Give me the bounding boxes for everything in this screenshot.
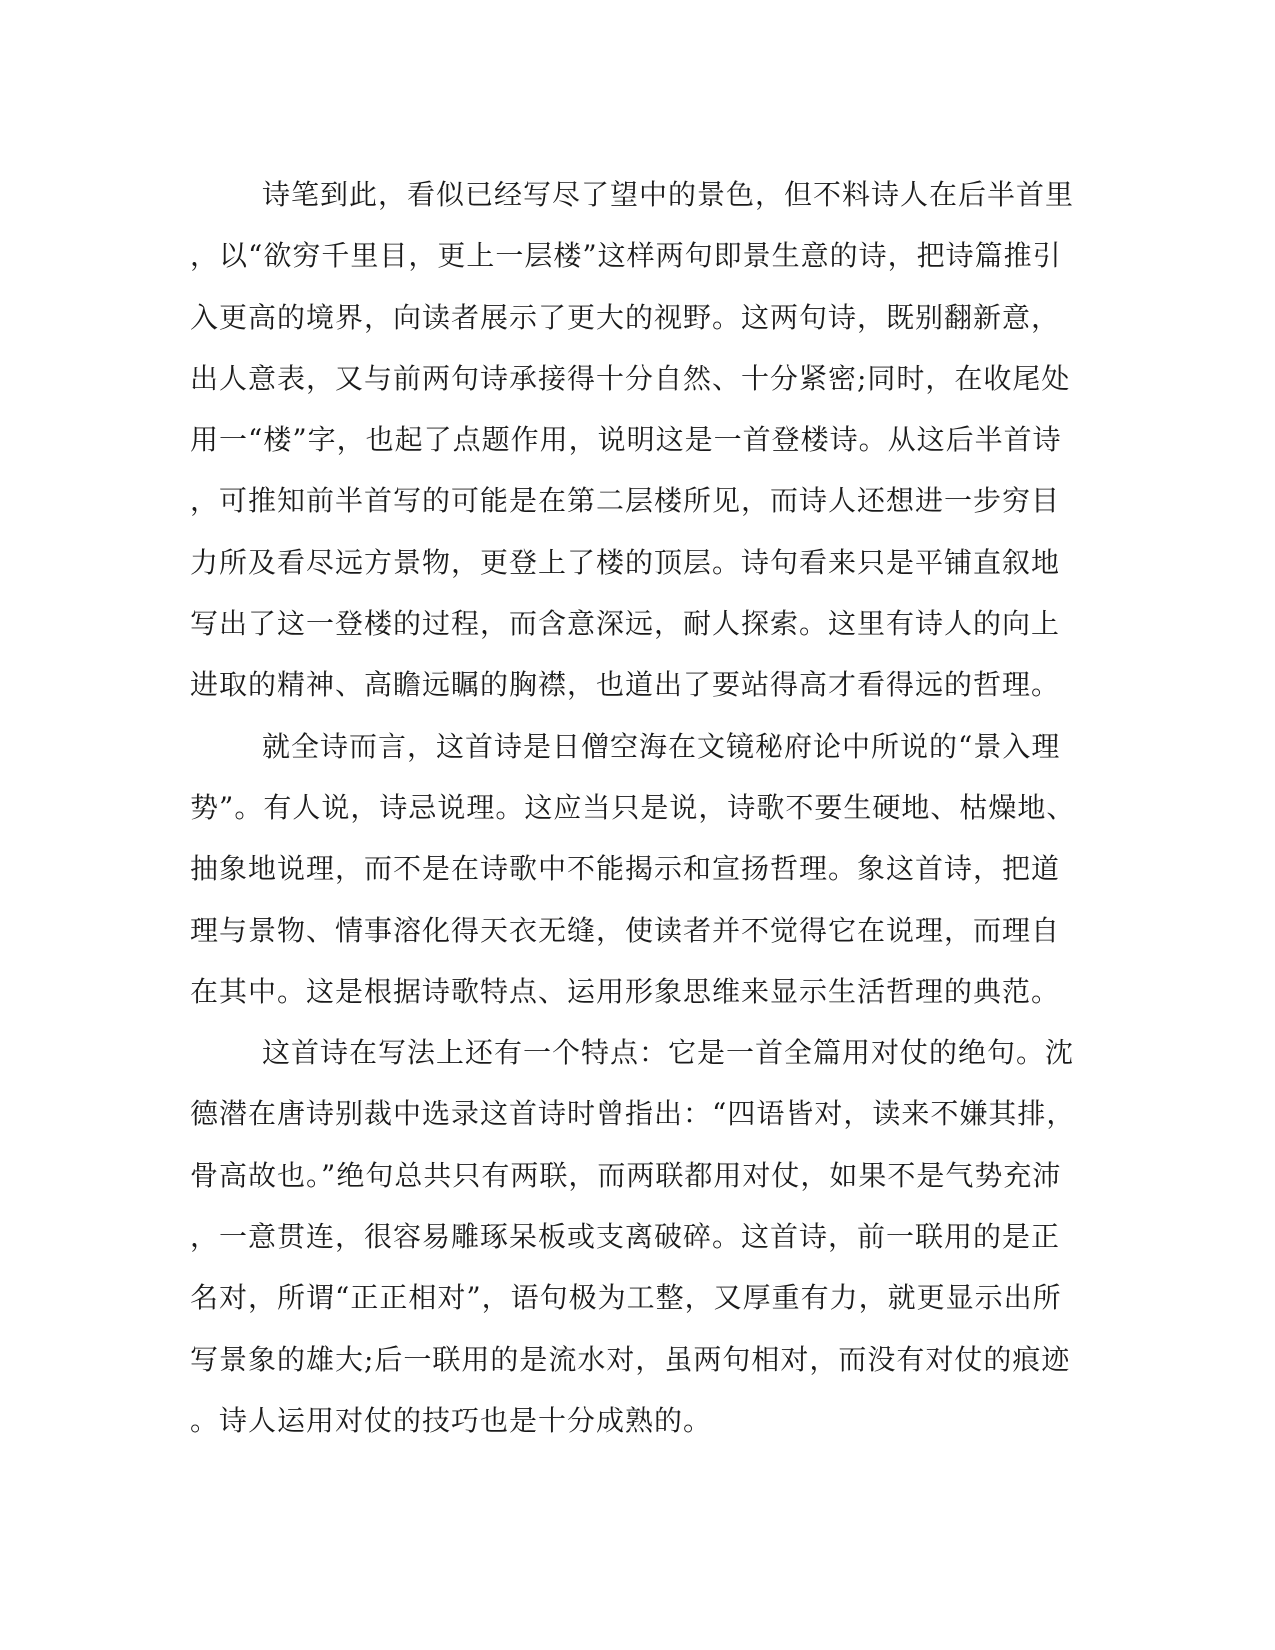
paragraph-1-line-9: 进取的精神、高瞻远瞩的胸襟，也道出了要站得高才看得远的哲理。 xyxy=(190,668,1061,702)
paragraph-1-line-6: ，可推知前半首写的可能是在第二层楼所见，而诗人还想进一步穷目 xyxy=(190,484,1061,518)
paragraph-2-line-1: 就全诗而言，这首诗是日僧空海在文镜秘府论中所说的“景入理 xyxy=(262,729,1061,763)
paragraph-1-line-4: 出人意表，又与前两句诗承接得十分自然、十分紧密;同时，在收尾处 xyxy=(190,361,1071,395)
paragraph-1-line-5: 用一“楼”字，也起了点题作用，说明这是一首登楼诗。从这后半首诗 xyxy=(190,423,1062,457)
paragraph-2-line-5: 在其中。这是根据诗歌特点、运用形象思维来显示生活哲理的典范。 xyxy=(190,974,1061,1008)
paragraph-1-line-1: 诗笔到此，看似已经写尽了望中的景色，但不料诗人在后半首里 xyxy=(262,178,1075,211)
paragraph-1-line-8: 写出了这一登楼的过程，而含意深远，耐人探索。这里有诗人的向上 xyxy=(190,607,1061,641)
paragraph-3-line-5: 名对，所谓“正正相对”，语句极为工整，又厚重有力，就更显示出所 xyxy=(190,1281,1062,1315)
paragraph-2-line-3: 抽象地说理，而不是在诗歌中不能揭示和宣扬哲理。象这首诗，把道 xyxy=(190,852,1061,886)
paragraph-3-line-6: 写景象的雄大;后一联用的是流水对，虽两句相对，而没有对仗的痕迹 xyxy=(190,1342,1071,1376)
body-text xyxy=(190,164,1090,1451)
paragraph-1-line-3: 入更高的境界，向读者展示了更大的视野。这两句诗，既别翻新意， xyxy=(190,300,1061,334)
paragraph-1-line-2: ，以“欲穷千里目，更上一层楼”这样两句即景生意的诗，把诗篇推引 xyxy=(190,239,1062,273)
paragraph-3-line-7: 。诗人运用对仗的技巧也是十分成熟的。 xyxy=(190,1403,713,1437)
paragraph-2-line-2: 势”。有人说，诗忌说理。这应当只是说，诗歌不要生硬地、枯燥地、 xyxy=(190,790,1076,824)
paragraph-1-line-7: 力所及看尽远方景物，更登上了楼的顶层。诗句看来只是平铺直叙地 xyxy=(190,545,1061,579)
paragraph-3-line-3: 骨高故也。”绝句总共只有两联，而两联都用对仗，如果不是气势充沛 xyxy=(190,1158,1062,1192)
paragraph-3-line-2: 德潜在唐诗别裁中选录这首诗时曾指出：“四语皆对，读来不嫌其排， xyxy=(190,1097,1076,1131)
paragraph-3-line-4: ，一意贯连，很容易雕琢呆板或支离破碎。这首诗，前一联用的是正 xyxy=(190,1220,1061,1254)
paragraph-2-line-4: 理与景物、情事溶化得天衣无缝，使读者并不觉得它在说理，而理自 xyxy=(190,913,1061,947)
paragraph-3-line-1: 这首诗在写法上还有一个特点：它是一首全篇用对仗的绝句。沈 xyxy=(262,1036,1075,1070)
